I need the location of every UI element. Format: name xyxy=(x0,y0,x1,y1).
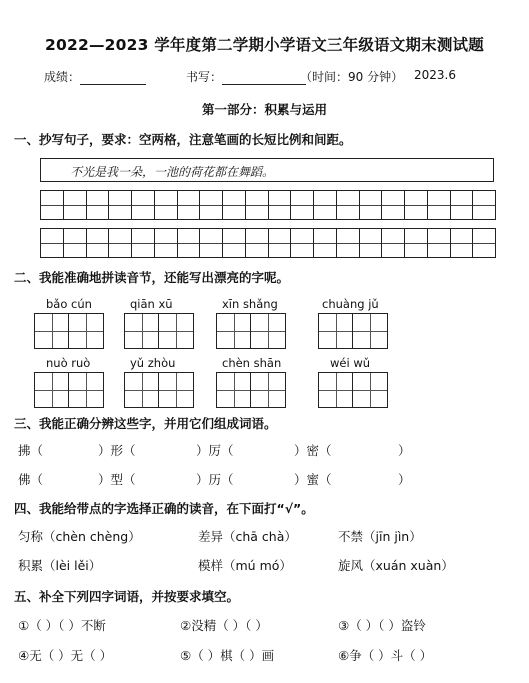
pronunciation-choice[interactable]: 旋风（xuán xuàn） xyxy=(338,558,454,573)
q3-heading: 三、我能正确分辨这些字，并用它们组成词语。 xyxy=(14,416,277,431)
exam-date: 2023.6 xyxy=(414,68,456,82)
writing-grid-row-1[interactable] xyxy=(40,190,496,220)
score-label: 成绩： xyxy=(44,70,81,84)
pronunciation-choice[interactable]: 模样（mú mó） xyxy=(198,558,292,573)
writing-blank xyxy=(222,72,306,85)
pinyin-label: wéi wǔ xyxy=(330,356,371,370)
q3-char-8: ）蜜（ xyxy=(294,472,332,487)
q3-char-1: 拂（ xyxy=(18,443,44,458)
q3-char-5: 佛（ xyxy=(18,472,44,487)
writing-field xyxy=(186,68,306,85)
page-title: 2022—2023 学年度第二学期小学语文三年级语文期末测试题 xyxy=(45,36,484,54)
pinyin-label: yǔ zhòu xyxy=(130,356,176,370)
pinyin-label: bǎo cún xyxy=(46,297,92,311)
q3-char-7: ）历（ xyxy=(196,472,234,487)
pinyin-label: chuàng jǔ xyxy=(322,297,379,311)
tianzige-box[interactable] xyxy=(318,372,388,408)
q4-heading: 四、我能给带点的字选择正确的读音，在下面打“√”。 xyxy=(14,501,314,516)
model-sentence: 不光是我一朵，一池的荷花都在舞蹈。 xyxy=(70,165,275,179)
tianzige-box[interactable] xyxy=(216,313,286,349)
writing-grid-row-2[interactable] xyxy=(40,228,496,258)
score-field xyxy=(44,68,146,85)
pronunciation-choice[interactable]: 差异（chā chà） xyxy=(198,529,297,544)
tianzige-box[interactable] xyxy=(34,372,104,408)
tianzige-box[interactable] xyxy=(124,372,194,408)
pinyin-label: nuò ruò xyxy=(46,356,91,370)
idiom-blank[interactable]: ①（ ）（ ）不断 xyxy=(18,618,106,633)
pinyin-label: chèn shān xyxy=(222,356,282,370)
pronunciation-choice[interactable]: 匀称（chèn chèng） xyxy=(18,529,141,544)
q2-heading: 二、我能准确地拼读音节，还能写出漂亮的字呢。 xyxy=(14,270,290,285)
q3-char-3: ）厉（ xyxy=(196,443,234,458)
part-one-title: 第一部分：积累与运用 xyxy=(201,102,327,117)
q5-heading: 五、补全下列四字词语，并按要求填空。 xyxy=(14,589,240,604)
idiom-blank[interactable]: ②没精（ ）（ ） xyxy=(180,618,268,633)
idiom-blank[interactable]: ⑤（ ）棋（ ）画 xyxy=(180,648,275,663)
q3-char-2: ）形（ xyxy=(98,443,136,458)
tianzige-box[interactable] xyxy=(124,313,194,349)
exam-time: （时间：90 分钟） xyxy=(300,70,404,84)
q3-char-6: ）型（ xyxy=(98,472,136,487)
pinyin-label: xīn shǎng xyxy=(222,297,278,311)
pinyin-label: qiān xū xyxy=(130,297,173,311)
q1-heading: 一、抄写句子，要求：空两格，注意笔画的长短比例和间距。 xyxy=(14,132,352,147)
idiom-blank[interactable]: ③（ ）（ ）盗铃 xyxy=(338,618,426,633)
pronunciation-choice[interactable]: 不禁（jīn jìn） xyxy=(338,529,422,544)
tianzige-box[interactable] xyxy=(34,313,104,349)
idiom-blank[interactable]: ⑥争（ ）斗（ ） xyxy=(338,648,433,663)
q3-paren-end: ） xyxy=(398,443,411,458)
tianzige-box[interactable] xyxy=(318,313,388,349)
q3-char-4: ）密（ xyxy=(294,443,332,458)
score-blank xyxy=(80,72,146,85)
writing-label: 书写： xyxy=(186,70,223,84)
q3-paren-end: ） xyxy=(398,472,411,487)
idiom-blank[interactable]: ④无（ ）无（ ） xyxy=(18,648,113,663)
pronunciation-choice[interactable]: 积累（lèi lěi） xyxy=(18,558,102,573)
tianzige-box[interactable] xyxy=(216,372,286,408)
